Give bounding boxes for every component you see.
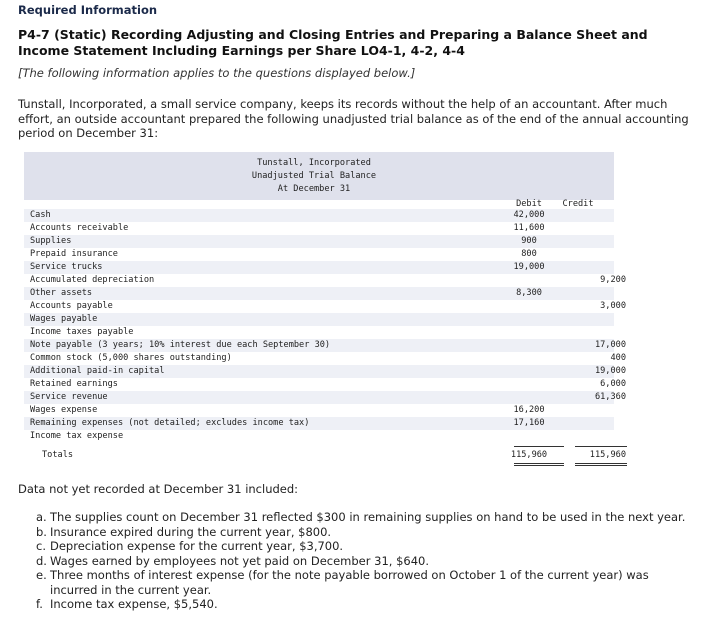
item-marker: f. xyxy=(36,597,43,611)
account-name: Service trucks xyxy=(30,262,103,272)
account-name: Wages expense xyxy=(30,405,98,415)
intro-paragraph: Tunstall, Incorporated, a small service company, keeps its records without the help of an accountant. After much effort, an outside accountant prepared the following unadjusted trial balance as of the end of the annual accounting period on December 31: xyxy=(18,97,689,140)
credit-amount: 17,000 xyxy=(594,340,626,350)
credit-amount: 9,200 xyxy=(600,275,626,285)
credit-column-header: Credit xyxy=(562,199,594,209)
debit-amount: 900 xyxy=(521,236,537,246)
account-name: Additional paid-in capital xyxy=(30,366,165,376)
account-name: Wages payable xyxy=(30,314,98,324)
totals-label: Totals xyxy=(42,450,74,460)
credit-amount: 6,000 xyxy=(600,379,626,389)
debit-amount: 800 xyxy=(521,249,537,259)
statement-name: Unadjusted Trial Balance xyxy=(251,171,377,181)
credit-amount: 3,000 xyxy=(600,301,626,311)
credit-total: 115,960 xyxy=(589,450,626,460)
account-name: Common stock (5,000 shares outstanding) xyxy=(30,353,232,363)
unrecorded-data-list xyxy=(36,510,696,612)
required-information-heading: Required Information xyxy=(18,3,158,17)
item-text: Depreciation expense for the current year, $3,700. xyxy=(50,539,344,553)
debit-amount: 17,160 xyxy=(513,418,545,428)
debit-amount: 8,300 xyxy=(516,288,542,298)
debit-amount: 19,000 xyxy=(513,262,545,272)
debit-total: 115,960 xyxy=(510,450,548,460)
account-name: Prepaid insurance xyxy=(30,249,118,259)
debit-column-header: Debit xyxy=(516,199,542,209)
applies-note: [The following information applies to the questions displayed below.] xyxy=(18,66,416,80)
unrecorded-item xyxy=(36,568,696,597)
debit-amount: 11,600 xyxy=(513,223,545,233)
account-name: Note payable (3 years; 10% interest due each September 30) xyxy=(30,340,331,350)
item-text: Insurance expired during the current year, $800. xyxy=(50,524,332,539)
debit-amount: 16,200 xyxy=(513,405,545,415)
credit-amount: 400 xyxy=(610,353,626,363)
account-name: Accumulated depreciation xyxy=(30,275,155,285)
account-name: Other assets xyxy=(30,288,93,298)
account-name: Income taxes payable xyxy=(30,327,134,337)
unrecorded-data-heading: Data not yet recorded at December 31 included: xyxy=(18,482,299,496)
table-row-stripe xyxy=(24,391,614,404)
debit-double-rule-2 xyxy=(514,465,564,466)
item-marker: b. xyxy=(36,524,47,539)
table-row-stripe xyxy=(24,313,614,326)
debit-total-rule xyxy=(514,446,564,447)
statement-date: At December 31 xyxy=(277,184,351,194)
item-text: Income tax expense, $5,540. xyxy=(50,597,218,611)
debit-double-rule-1 xyxy=(514,463,564,464)
trial-balance-table xyxy=(24,152,626,472)
company-name: Tunstall, Incorporated xyxy=(257,158,371,168)
problem-title: P4-7 (Static) Recording Adjusting and Closing Entries and Preparing a Balance Sheet and Income Statement Including Earnings per Share LO4-1, 4-2, 4-4 xyxy=(18,27,648,58)
item-text: Wages earned by employees not yet paid on December 31, $640. xyxy=(50,553,430,568)
account-name: Accounts receivable xyxy=(30,223,129,233)
credit-double-rule-1 xyxy=(575,463,627,464)
debit-amount: 42,000 xyxy=(513,210,545,220)
unrecorded-item xyxy=(36,597,696,612)
account-name: Remaining expenses (not detailed; excludes income tax) xyxy=(30,418,310,428)
credit-amount: 61,360 xyxy=(594,392,626,402)
account-name: Income tax expense xyxy=(30,431,124,441)
unrecorded-item xyxy=(36,539,696,554)
account-name: Accounts payable xyxy=(30,301,113,311)
credit-double-rule-2 xyxy=(575,465,627,466)
item-marker: d. xyxy=(36,553,47,568)
credit-total-rule xyxy=(575,446,627,447)
account-name: Service revenue xyxy=(30,392,108,402)
account-name: Supplies xyxy=(30,236,72,246)
item-marker: c. xyxy=(36,539,46,553)
unrecorded-item xyxy=(36,525,696,540)
item-text: The supplies count on December 31 reflected $300 in remaining supplies on hand to be used in the next year. xyxy=(50,510,686,524)
item-text: Three months of interest expense (for the note payable borrowed on October 1 of the current year) was incurred in the current year. xyxy=(50,568,649,597)
credit-amount: 19,000 xyxy=(594,366,626,376)
account-name: Retained earnings xyxy=(30,379,118,389)
unrecorded-item xyxy=(36,510,696,525)
unrecorded-item xyxy=(36,554,696,569)
item-marker: e. xyxy=(36,568,47,582)
item-marker: a. xyxy=(36,510,47,524)
account-name: Cash xyxy=(30,210,51,220)
